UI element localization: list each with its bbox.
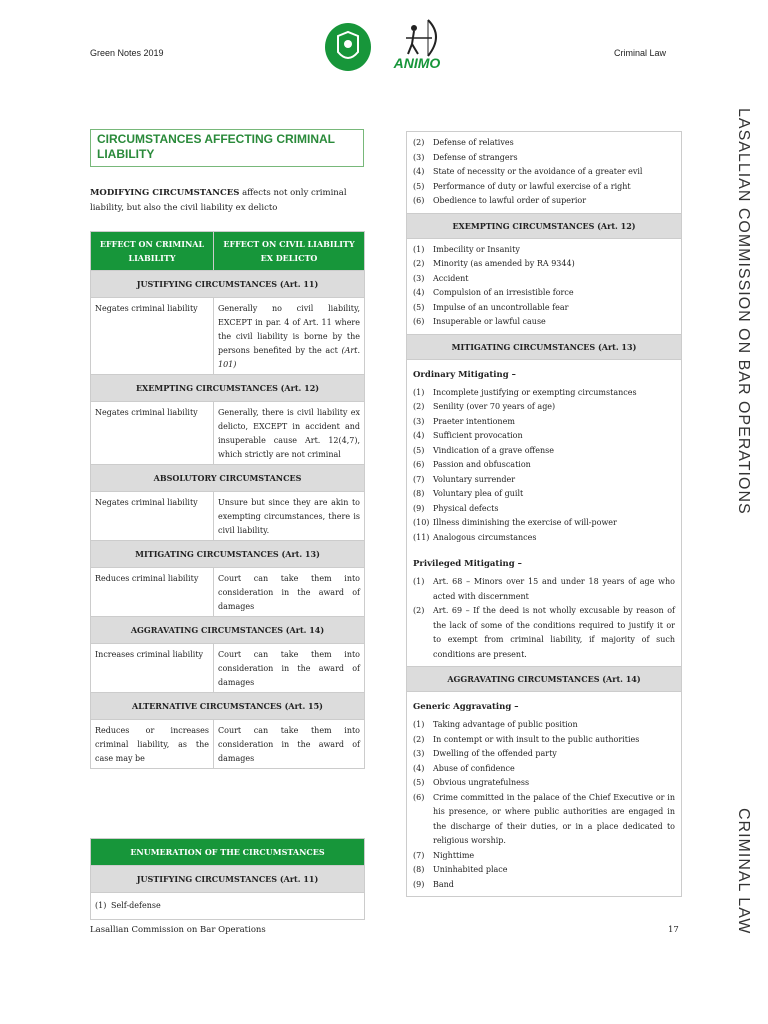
list-item <box>413 718 675 733</box>
list-item-text: Sufficient provocation <box>433 431 523 440</box>
list-item-number: (2) <box>413 402 425 411</box>
list-item-number: (5) <box>413 778 425 787</box>
list-item <box>413 604 675 662</box>
list-item <box>413 415 675 430</box>
list-item-text: Senility (over 70 years of age) <box>433 402 556 411</box>
list-item <box>413 849 675 864</box>
list-item-text: Voluntary plea of guilt <box>433 489 524 498</box>
seal-logo-icon <box>324 22 372 72</box>
list-item-number: (3) <box>413 416 425 426</box>
list-item-text: Analogous circumstances <box>433 532 537 542</box>
civil-effect-text: Unsure but since they are akin to exempting circumstances, there is civil liability. <box>218 498 360 535</box>
list-item-number: (1) <box>413 387 425 397</box>
table-row <box>91 644 365 693</box>
intro-paragraph <box>90 186 364 216</box>
list-item-number: (5) <box>413 181 425 191</box>
table-section-heading: ALTERNATIVE CIRCUMSTANCES (Art. 15) <box>91 693 365 720</box>
list-item <box>413 180 675 195</box>
list-item-number: (7) <box>413 474 425 484</box>
list-item-text: In contempt or with insult to the public authorities <box>433 734 640 744</box>
list-item-number: (4) <box>413 167 425 176</box>
list-item-text: Dwelling of the offended party <box>433 749 557 758</box>
civil-effect-cell <box>214 492 365 541</box>
table-row <box>91 492 365 541</box>
list-item <box>413 733 675 748</box>
civil-effect-text: Court can take them into consideration in the award of damages <box>218 726 360 763</box>
header-right-text: Criminal Law <box>614 48 667 58</box>
right-column <box>406 131 682 897</box>
list-item-text: Physical defects <box>433 503 499 513</box>
table-section-heading: ABSOLUTORY CIRCUMSTANCES <box>91 465 365 492</box>
list-item-number: (3) <box>413 273 425 283</box>
animo-logo-text: ANIMO <box>393 55 441 70</box>
list-item-text: Accident <box>433 273 469 283</box>
generic-list <box>407 714 681 896</box>
criminal-effect-cell: Reduces or increases criminal liability, as the case may be <box>91 720 214 769</box>
criminal-effect-cell: Negates criminal liability <box>91 492 214 541</box>
list-item <box>413 516 675 531</box>
list-item <box>413 136 675 151</box>
criminal-effect-cell: Increases criminal liability <box>91 644 214 693</box>
list-item-text: Voluntary surrender <box>433 474 516 484</box>
list-item-text: Defense of relatives <box>433 138 514 147</box>
list-item-text: Obvious ungratefulness <box>433 778 530 787</box>
aggravating-heading: AGGRAVATING CIRCUMSTANCES (Art. 14) <box>407 666 681 692</box>
side-text-subject: CRIMINAL LAW <box>735 808 752 935</box>
list-item-number: (10) <box>413 518 430 527</box>
list-item-number: (4) <box>413 288 425 297</box>
list-item-number: (3) <box>413 749 425 758</box>
criminal-effect-cell: Negates criminal liability <box>91 402 214 465</box>
civil-effect-cell <box>214 298 365 375</box>
list-item-number: (2) <box>413 138 425 147</box>
list-item-text: Compulsion of an irresistible force <box>433 288 574 297</box>
civil-effect-cell <box>214 568 365 617</box>
list-item-text: Art. 69 – If the deed is not wholly excusable by reason of the lack of some of the conditions required to justify it or to exempt from criminal liability, if majority of such conditions are present. <box>433 606 675 659</box>
list-item-text: Band <box>433 879 454 889</box>
list-item-text: Performance of duty or lawful exercise of a right <box>433 181 631 191</box>
list-item <box>413 151 675 166</box>
list-item <box>413 243 675 258</box>
header-left-text: Green Notes 2019 <box>90 48 164 58</box>
list-item-number: (2) <box>413 259 425 268</box>
ordinary-list <box>407 382 681 550</box>
enumeration-subheading: JUSTIFYING CIRCUMSTANCES (Art. 11) <box>91 866 365 893</box>
list-item-number: (5) <box>413 445 425 455</box>
list-item-number: (6) <box>413 460 425 469</box>
criminal-effect-cell: Reduces criminal liability <box>91 568 214 617</box>
list-item-number: (7) <box>413 850 425 860</box>
list-item <box>413 272 675 287</box>
table-row <box>91 720 365 769</box>
exempting-list <box>407 239 681 334</box>
list-item-text: Abuse of confidence <box>433 763 515 773</box>
list-item <box>413 863 675 878</box>
list-item <box>413 878 675 893</box>
list-item-number: (1) <box>413 577 425 586</box>
civil-effect-cell <box>214 720 365 769</box>
list-item-number: (6) <box>413 317 425 326</box>
list-item-number: (6) <box>413 196 425 205</box>
intro-rest: affects not only criminal liability, but also the civil liability ex delicto <box>90 188 347 213</box>
list-item <box>413 531 675 546</box>
civil-effect-citation: (Art. 101) <box>218 346 361 369</box>
list-item-text: Passion and obfuscation <box>433 460 531 469</box>
civil-effect-text: Generally no civil liability, EXCEPT in par. 4 of Art. 11 where the civil liability is borne by the persons benefited by the act <box>218 304 360 355</box>
list-item <box>413 473 675 488</box>
list-item <box>413 194 675 209</box>
effects-table <box>90 231 365 769</box>
table-header-criminal: EFFECT ON CRIMINAL LIABILITY <box>91 232 214 271</box>
ordinary-label: Ordinary Mitigating – <box>413 369 516 380</box>
list-item-text: Uninhabited place <box>433 865 508 874</box>
list-item <box>413 386 675 401</box>
animo-logo-icon <box>384 16 450 70</box>
list-item-text: Art. 68 – Minors over 15 and under 18 years of age who acted with discernment <box>433 577 675 601</box>
table-section-heading: MITIGATING CIRCUMSTANCES (Art. 13) <box>91 541 365 568</box>
list-item-number: (8) <box>413 865 425 874</box>
intro-bold: MODIFYING CIRCUMSTANCES <box>90 188 240 198</box>
list-item-text: Praeter intentionem <box>433 416 515 426</box>
footer-left: Lasallian Commission on Bar Operations <box>90 925 266 935</box>
list-item <box>413 791 675 849</box>
list-item-text: Obedience to lawful order of superior <box>433 196 587 205</box>
civil-effect-cell <box>214 644 365 693</box>
enumeration-item-text: Self-defense <box>111 901 161 910</box>
list-item <box>413 257 675 272</box>
civil-effect-text: Court can take them into consideration in the award of damages <box>218 574 360 611</box>
table-header-civil: EFFECT ON CIVIL LIABILITY EX DELICTO <box>214 232 365 271</box>
table-section-heading: AGGRAVATING CIRCUMSTANCES (Art. 14) <box>91 617 365 644</box>
list-item-number: (8) <box>413 489 425 498</box>
list-item <box>413 575 675 604</box>
table-section-heading: EXEMPTING CIRCUMSTANCES (Art. 12) <box>91 375 365 402</box>
list-item-number: (1) <box>413 720 425 729</box>
list-item <box>413 487 675 502</box>
list-item-number: (5) <box>413 302 425 312</box>
side-text-commission: LASALLIAN COMMISSION ON BAR OPERATIONS <box>735 108 752 515</box>
list-item-text: Defense of strangers <box>433 152 518 162</box>
list-item-number: (4) <box>413 431 425 440</box>
list-item-number: (11) <box>413 532 430 542</box>
section-title: CIRCUMSTANCES AFFECTING CRIMINAL LIABILITY <box>90 129 364 167</box>
list-item-number: (2) <box>413 606 425 615</box>
civil-effect-text: Court can take them into consideration in the award of damages <box>218 650 360 687</box>
civil-effect-cell <box>214 402 365 465</box>
list-item-text: Crime committed in the palace of the Chief Executive or in his presence, or where public authorities are engaged in the discharge of their duties, or in a place dedicated to religious worship. <box>433 792 675 845</box>
list-item <box>413 286 675 301</box>
list-item-text: Imbecility or Insanity <box>433 244 520 254</box>
enumeration-table <box>90 838 365 920</box>
list-item-text: Impulse of an uncontrollable fear <box>433 302 569 312</box>
list-item-text: Incomplete justifying or exempting circumstances <box>433 387 637 397</box>
list-item <box>413 165 675 180</box>
list-item <box>413 444 675 459</box>
list-item-text: Illness diminishing the exercise of will-power <box>433 518 617 527</box>
list-item-number: (1) <box>413 244 425 254</box>
list-item <box>413 458 675 473</box>
list-item <box>413 747 675 762</box>
generic-label: Generic Aggravating – <box>413 702 519 712</box>
table-row <box>91 402 365 465</box>
list-item-number: (4) <box>413 763 425 773</box>
table-row <box>91 568 365 617</box>
page-number: 17 <box>668 925 679 935</box>
table-row <box>91 298 365 375</box>
list-item-number: (6) <box>413 792 425 802</box>
enumeration-item-num: (1) <box>95 901 107 910</box>
list-item-text: Taking advantage of public position <box>433 720 578 729</box>
list-item-number: (9) <box>413 503 425 513</box>
list-item-number: (2) <box>413 734 425 744</box>
civil-effect-text: Generally, there is civil liability ex delicto, EXCEPT in accident and insuperable cause Art. 12(4,7), which strictly are not criminal <box>218 408 360 459</box>
justifying-list <box>407 132 681 213</box>
list-item-text: State of necessity or the avoidance of a greater evil <box>433 167 643 176</box>
list-item <box>413 762 675 777</box>
list-item-text: Vindication of a grave offense <box>433 445 554 455</box>
table-section-heading: JUSTIFYING CIRCUMSTANCES (Art. 11) <box>91 271 365 298</box>
list-item <box>413 400 675 415</box>
list-item <box>413 315 675 330</box>
list-item-number: (3) <box>413 152 425 162</box>
criminal-effect-cell: Negates criminal liability <box>91 298 214 375</box>
list-item <box>413 502 675 517</box>
enumeration-item <box>91 893 365 920</box>
list-item-text: Nighttime <box>433 850 475 860</box>
list-item-text: Minority (as amended by RA 9344) <box>433 259 575 268</box>
list-item-number: (9) <box>413 879 425 889</box>
enumeration-heading: ENUMERATION OF THE CIRCUMSTANCES <box>91 839 365 866</box>
list-item <box>413 776 675 791</box>
mitigating-heading: MITIGATING CIRCUMSTANCES (Art. 13) <box>407 334 681 360</box>
list-item <box>413 429 675 444</box>
privileged-label: Privileged Mitigating – <box>413 559 522 569</box>
list-item-text: Insuperable or lawful cause <box>433 317 546 326</box>
privileged-list <box>407 571 681 666</box>
exempting-heading: EXEMPTING CIRCUMSTANCES (Art. 12) <box>407 213 681 239</box>
list-item <box>413 301 675 316</box>
